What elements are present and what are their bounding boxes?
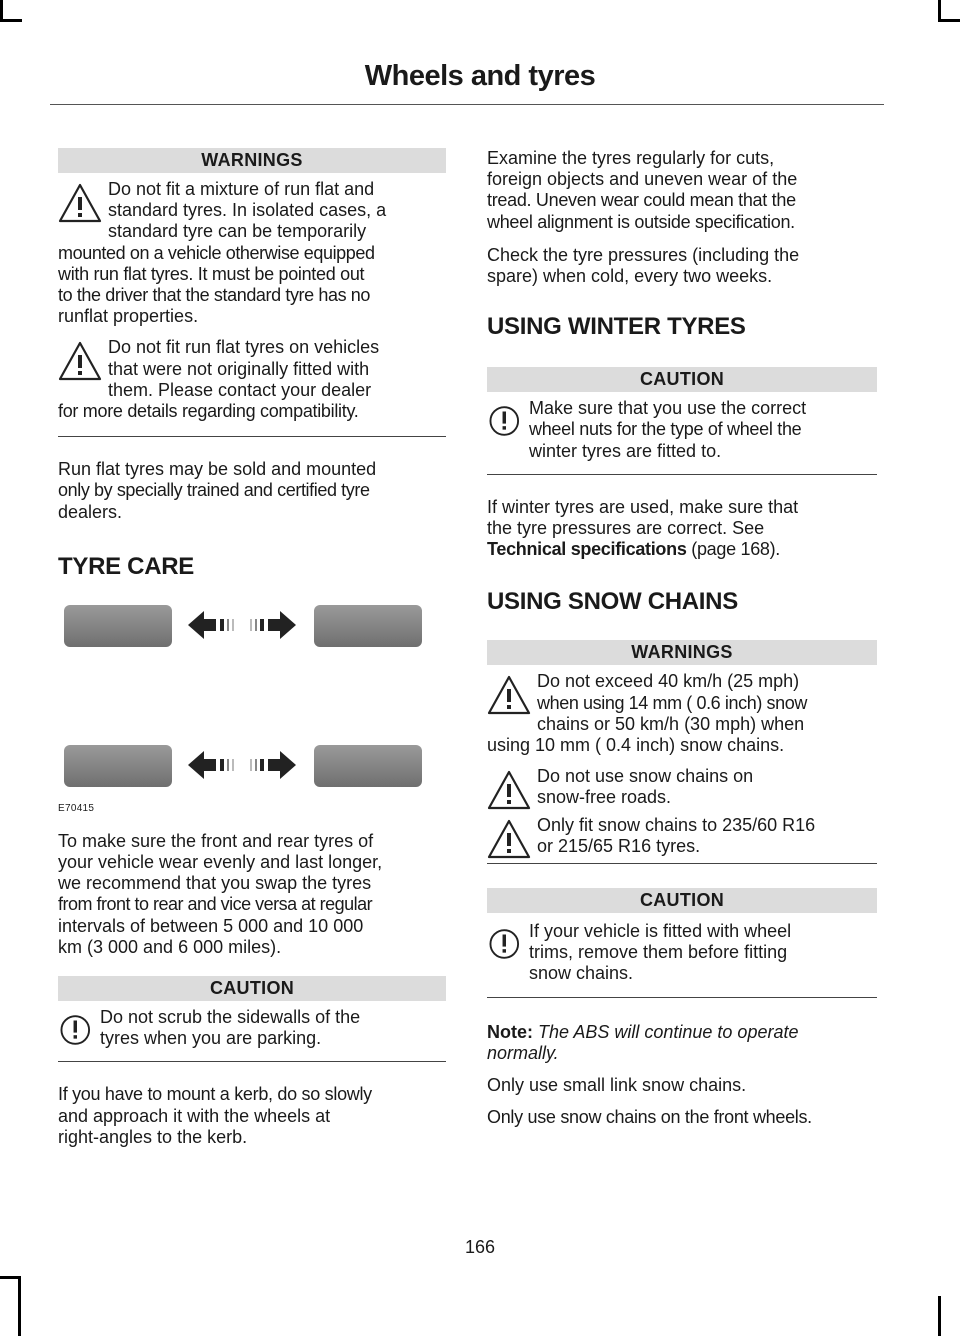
dealer-paragraph [58,459,446,523]
text-line: right-angles to the kerb. [58,1126,248,1147]
pressure-paragraph [487,245,877,287]
text-line: we recommend that you swap the tyres [58,873,372,894]
swap-arrow-icon [186,747,298,783]
text-line: Run flat tyres may be sold and mounted [58,459,377,480]
warnings-banner: WARNINGS [487,640,877,665]
text-line: when using 14 mm ( 0.6 inch) snow [537,692,807,713]
warning-triangle-icon [58,337,108,385]
section-rule [487,863,877,864]
front-left-tyre [64,605,172,647]
winter-pressure-paragraph [487,497,877,561]
tyre-rotation-diagram [58,599,446,819]
text-line: runflat properties. [58,306,199,327]
text-line: Examine the tyres regularly for cuts, [487,148,775,168]
warning-compatibility [58,337,446,422]
note-label: Note: [487,1021,533,1042]
text-line: foreign objects and uneven wear of the [487,169,798,190]
warning-triangle-icon [58,179,108,227]
warning-mixture [58,179,446,327]
figure-id: E70415 [58,802,95,814]
crop-mark [18,1276,21,1336]
text-line: or 215/65 R16 tyres. [537,835,701,856]
text-line: tyres when you are parking. [100,1028,322,1049]
note-text: The ABS will continue to operate [533,1021,799,1042]
text-line: wheel nuts for the type of wheel the [529,419,802,440]
page-number: 166 [464,1237,496,1257]
warning-triangle-icon [487,815,537,863]
text-line: dealers. [58,501,123,522]
text-line: tread. Uneven wear could mean that the [487,190,796,211]
note-paragraph [487,1022,877,1064]
text-line: km (3 000 and 6 000 miles). [58,936,282,957]
text-line: to the driver that the standard tyre has no [58,285,370,306]
text-line: standard tyre can be temporarily [108,221,367,242]
right-column [487,148,877,1128]
text-line: If you have to mount a kerb, do so slowly [58,1084,372,1105]
warning-tyre-sizes [487,815,877,857]
text-line: normally. [487,1042,559,1063]
small-link-paragraph: Only use small link snow chains. [487,1075,747,1096]
caution-wheel-trims [487,921,877,985]
text-line: Do not fit a mixture of run flat and [108,179,375,199]
crop-mark [0,1276,21,1279]
text-line: If winter tyres are used, make sure that [487,496,799,517]
text-line: chains or 50 km/h (30 mph) when [537,713,805,734]
text-line: for more details regarding compatibility. [58,401,359,422]
text-line: winter tyres are fitted to. [529,440,722,461]
swap-arrow-icon [186,607,298,643]
section-rule [58,436,446,437]
section-rule [487,474,877,475]
text-line: Do not use snow chains on [537,766,754,787]
rear-right-tyre [314,745,422,787]
text-line: mounted on a vehicle otherwise equipped [58,242,375,263]
rear-left-tyre [64,745,172,787]
text-line: them. Please contact your dealer [108,379,372,400]
warnings-banner: WARNINGS [58,148,446,173]
caution-icon [487,398,529,446]
header-rule [50,104,884,105]
technical-specifications-link[interactable]: Technical specifications [487,539,687,560]
caution-banner: CAUTION [487,367,877,392]
warning-triangle-icon [487,766,537,814]
front-wheels-paragraph: Only use snow chains on the front wheels. [487,1107,812,1128]
page-title: Wheels and tyres [364,60,596,92]
warning-speed-limit [487,671,877,756]
text-line: Make sure that you use the correct [529,398,807,419]
text-line: and approach it with the wheels at [58,1105,331,1126]
text-line: the tyre pressures are correct. See [487,518,765,539]
winter-tyres-heading: USING WINTER TYRES [487,313,746,341]
snow-chains-heading: USING SNOW CHAINS [487,588,738,616]
caution-icon [487,921,529,969]
text-line: trims, remove them before fitting [529,942,788,963]
warning-triangle-icon [487,671,537,719]
text-line: Only fit snow chains to 235/60 R16 [537,814,816,835]
text-line: from front to rear and vice versa at regular [58,894,373,915]
text-line: spare) when cold, every two weeks. [487,266,773,287]
left-column [58,148,446,1148]
crop-mark [938,1296,941,1336]
text-line: wheel alignment is outside specification. [487,211,795,232]
text-line [487,1022,877,1043]
text-line: Do not exceed 40 km/h (25 mph) [537,671,800,692]
text-line: your vehicle wear evenly and last longer, [58,852,383,873]
text-line: Do not fit run flat tyres on vehicles [108,337,380,358]
caution-sidewalls [58,1007,446,1049]
text-line: To make sure the front and rear tyres of [58,830,374,851]
kerb-paragraph [58,1084,446,1148]
rotation-paragraph [58,831,446,958]
front-right-tyre [314,605,422,647]
text-line: If your vehicle is fitted with wheel [529,921,792,942]
text-line: with run flat tyres. It must be pointed out [58,263,365,284]
caution-icon [58,1007,100,1055]
text-line: using 10 mm ( 0.4 inch) snow chains. [487,735,785,756]
crop-mark [0,19,22,22]
text-line: standard tyres. In isolated cases, a [108,200,387,221]
examine-paragraph [487,148,877,233]
text-line: snow chains. [529,963,634,984]
tyre-care-heading: TYRE CARE [58,552,194,580]
caution-wheel-nuts [487,398,877,462]
text-line: snow-free roads. [537,787,672,808]
caution-banner: CAUTION [487,888,877,913]
text-line: that were not originally fitted with [108,358,370,379]
section-rule [58,1061,446,1062]
text-line [487,539,877,560]
crop-mark [938,19,960,22]
warning-snow-free-roads [487,766,877,808]
text-line: intervals of between 5 000 and 10 000 [58,915,364,936]
section-rule [487,997,877,998]
text-line: Do not scrub the sidewalls of the [100,1007,361,1028]
caution-banner: CAUTION [58,976,446,1001]
page-reference: (page 168). [686,539,781,560]
text-line: only by specially trained and certified tyre [58,480,370,501]
text-line: Check the tyre pressures (including the [487,244,800,265]
